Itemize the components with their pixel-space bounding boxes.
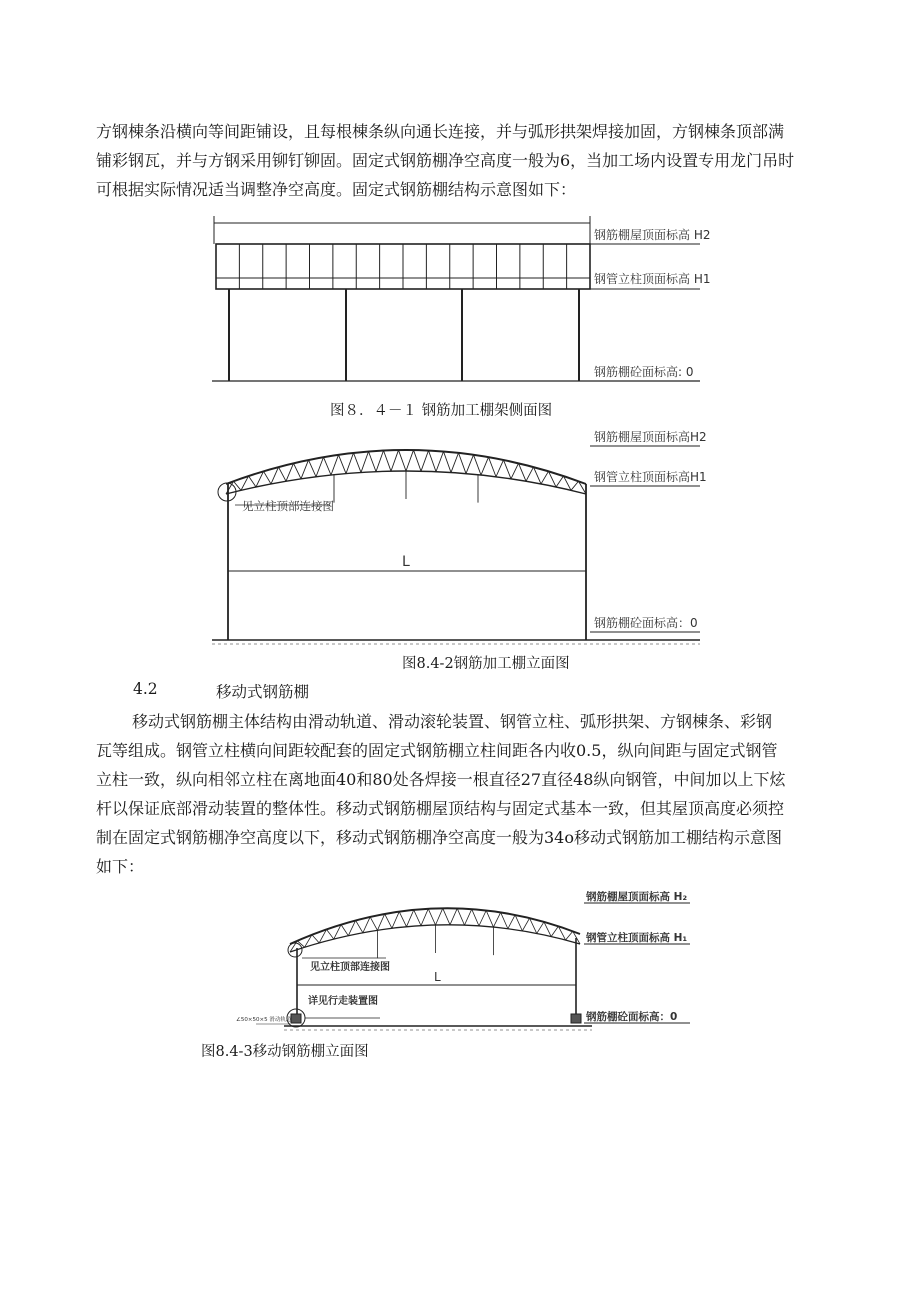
figure-2-label-mid: 钢管立柱顶面标高H1: [594, 470, 707, 484]
structure-line: [414, 910, 421, 926]
structure-line: [486, 910, 493, 927]
structure-line: [370, 917, 377, 930]
figure-3-label-joint: 见立柱顶部连接图: [310, 962, 390, 973]
paragraph-2-line: 立柱一致，纵向相邻立柱在离地面40和80处各焊接一根直径27直径48纵向钢管，中间加以上下炫: [96, 770, 786, 789]
figure-3-label-wheel: 详见行走装置图: [308, 996, 378, 1007]
structure-line: [312, 935, 319, 943]
paragraph-1-line: 铺彩钢瓦，并与方钢采用铆钉铆固。固定式钢筋棚净空高度一般为6，当加工场内设置专用龙门吊时: [96, 151, 795, 170]
structure-line: [537, 922, 544, 934]
figure-3-caption: 图8.4-3移动钢筋棚立面图: [201, 1044, 369, 1060]
figure-2-label-ground: 钢筋棚砼面标高：0: [594, 616, 698, 630]
structure-line: [522, 918, 529, 931]
structure-line: [428, 909, 435, 925]
section-number: 4.2: [133, 680, 158, 698]
structure-line: [551, 926, 558, 936]
paragraph-1-line: 可根据实际情况适当调整净空高度。固定式钢筋棚结构示意图如下：: [96, 180, 577, 199]
structure-line: [399, 912, 406, 927]
structure-line: [450, 908, 457, 924]
structure-line: [479, 910, 486, 925]
structure-line: [436, 908, 443, 925]
structure-line: [457, 908, 464, 925]
figure-3-label-rail: ∠50×50×5 滑动轨道: [236, 1017, 292, 1023]
paragraph-2-line: 如下：: [96, 857, 145, 876]
structure-line: [515, 915, 522, 931]
structure-line: [443, 908, 450, 925]
structure-line: [392, 912, 399, 929]
figure-3-label-mid: 钢管立柱顶面标高 H₁: [586, 932, 688, 944]
figure-1-label-ground: 钢筋棚砼面标高: 0: [594, 365, 694, 379]
structure-line: [326, 929, 333, 939]
structure-line: [356, 920, 363, 932]
structure-line: [472, 909, 479, 926]
section-title: 移动式钢筋棚: [216, 683, 310, 701]
structure-line: [377, 914, 384, 930]
paragraph-2-line: 移动式钢筋棚主体结构由滑动轨道、滑动滚轮装置、钢管立柱、弧形拱架、方钢棟条、彩钢: [132, 712, 773, 731]
figure-3-label-top: 钢筋棚屋顶面标高 H₂: [586, 891, 688, 903]
paragraph-2-line: 杆以保证底部滑动装置的整体性。移动式钢筋棚屋顶结构与固定式基本一致，但其屋顶高度必须控: [96, 799, 785, 818]
figure-1-caption: 图８．４－１ 钢筋加工棚架侧面图: [330, 403, 553, 419]
structure-line: [421, 909, 428, 926]
structure-line: [493, 912, 500, 927]
figure-1-label-mid: 钢管立柱顶面标高 H1: [594, 272, 711, 286]
figure-3-label-ground: 钢筋棚砼面标高：0: [586, 1011, 678, 1023]
figure-2-label-span: L: [402, 554, 410, 570]
structure-line: [501, 912, 508, 928]
structure-line: [464, 909, 471, 925]
figure-3-label-span: L: [434, 970, 441, 984]
structure-line: [341, 925, 348, 936]
paragraph-2-line: 瓦等组成。钢管立柱横向间距较配套的固定式钢筋棚立柱间距各内收0.5，纵向间距与固定式钢管: [96, 741, 778, 760]
figure-2-label-top: 钢筋棚屋顶面标高H2: [594, 430, 707, 444]
structure-line: [406, 910, 413, 927]
figure-2-caption: 图8.4-2钢筋加工棚立面图: [402, 656, 570, 672]
paragraph-1-line: 方钢棟条沿横向等间距铺设，且每根棟条纵向通长连接，并与弧形拱架焊接加固，方钢棟条顶部满: [96, 122, 785, 141]
structure-line: [385, 914, 392, 928]
structure-line: [508, 915, 515, 929]
structure-line: [566, 931, 573, 940]
figure-2-label-joint: 见立柱顶部连接图: [242, 499, 334, 513]
paragraph-2-line: 制在固定式钢筋棚净空高度以下，移动式钢筋棚净空高度一般为34o移动式钢筋加工棚结构示意图: [96, 828, 782, 847]
figure-1-label-top: 钢筋棚屋顶面标高 H2: [594, 228, 711, 242]
